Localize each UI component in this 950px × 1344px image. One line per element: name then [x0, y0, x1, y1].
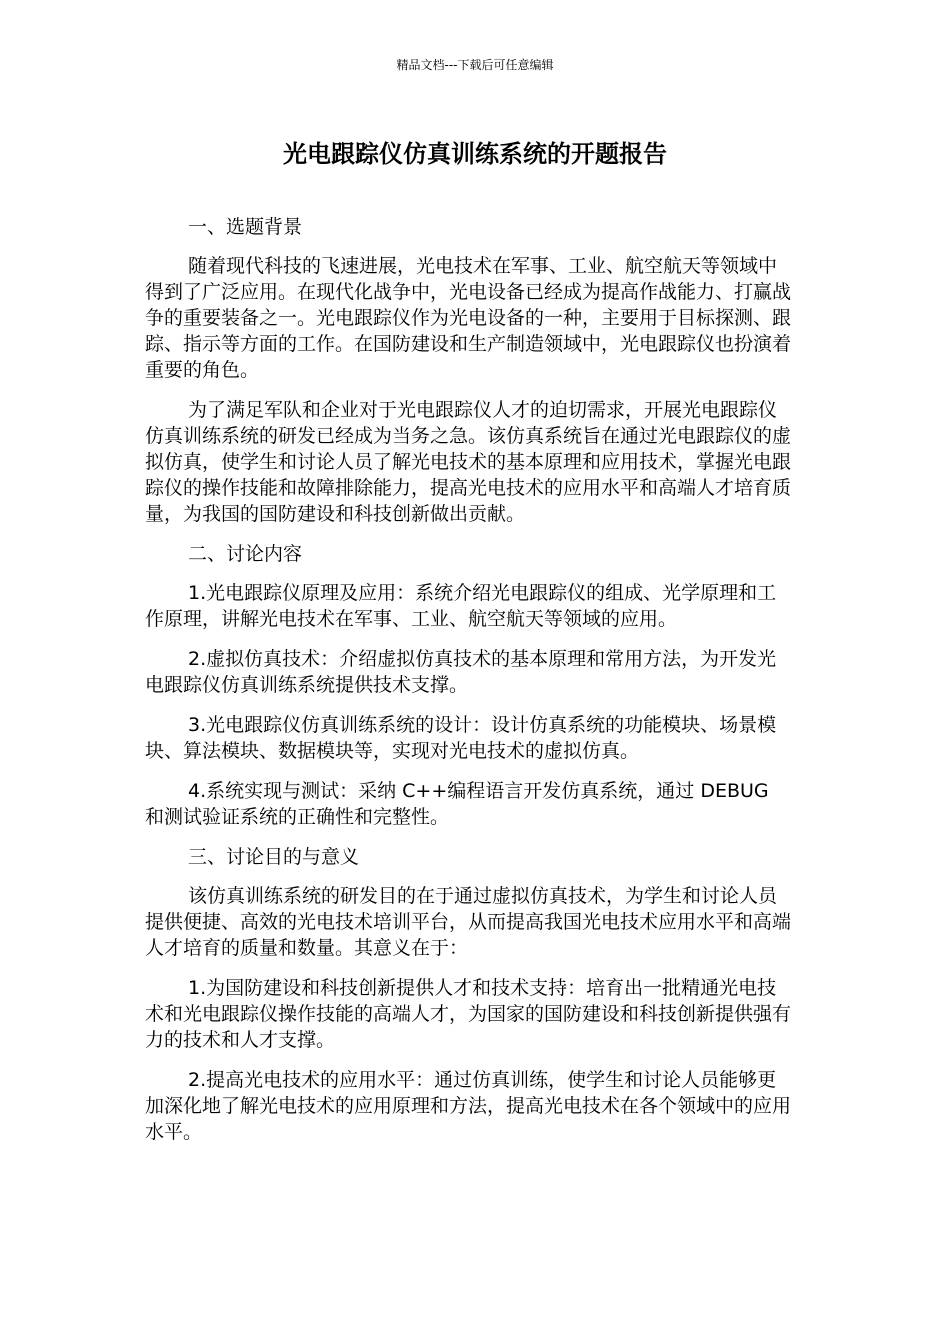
list-item: 2.虚拟仿真技术：介绍虚拟仿真技术的基本原理和常用方法，为开发光电跟踪仪仿真训练系统提供技术支撑。: [145, 648, 777, 696]
list-item: 1.为国防建设和科技创新提供人才和技术支持：培育出一批精通光电技术和光电跟踪仪操作技能的高端人才，为国家的国防建设和科技创新提供强有力的技术和人才支撑。: [145, 977, 792, 1051]
paragraph: 为了满足军队和企业对于光电跟踪仪人才的迫切需求，开展光电跟踪仪仿真训练系统的研发已经成为当务之急。该仿真系统旨在通过光电跟踪仪的虚拟仿真，使学生和讨论人员了解光电技术的基本原理和应用技术，掌握光电跟踪仪的操作技能和故障排除能力，提高光电技术的应用水平和高端人才培育质量，为我国的国防建设和科技创新做出贡献。: [145, 399, 792, 525]
paragraph: 该仿真训练系统的研发目的在于通过虚拟仿真技术，为学生和讨论人员提供便捷、高效的光电技术培训平台，从而提高我国光电技术应用水平和高端人才培育的质量和数量。其意义在于：: [145, 885, 792, 959]
section-heading-purpose: 三、讨论目的与意义: [188, 846, 360, 868]
list-item: 4.系统实现与测试：采纳 C++编程语言开发仿真系统，通过 DEBUG 和测试验证系统的正确性和完整性。: [145, 780, 769, 828]
list-item: 2.提高光电技术的应用水平：通过仿真训练，使学生和讨论人员能够更加深化地了解光电技术的应用原理和方法，提高光电技术在各个领域中的应用水平。: [145, 1069, 792, 1143]
list-item: 3.光电跟踪仪仿真训练系统的设计：设计仿真系统的功能模块、场景模块、算法模块、数据模块等，实现对光电技术的虚拟仿真。: [145, 714, 777, 762]
page-header: 精品文档---下载后可任意编辑: [396, 58, 554, 72]
document-body: [145, 214, 793, 1159]
list-item: 1.光电跟踪仪原理及应用：系统介绍光电跟踪仪的组成、光学原理和工作原理，讲解光电技术在军事、工业、航空航天等领域的应用。: [145, 582, 777, 630]
document-title: 光电跟踪仪仿真训练系统的开题报告: [283, 140, 667, 168]
section-heading-background: 一、选题背景: [188, 216, 303, 238]
paragraph: 随着现代科技的飞速进展，光电技术在军事、工业、航空航天等领域中得到了广泛应用。在现代化战争中，光电设备已经成为提高作战能力、打赢战争的重要装备之一。光电跟踪仪作为光电设备的一种，主要用于目标探测、跟踪、指示等方面的工作。在国防建设和生产制造领域中，光电跟踪仪也扮演着重要的角色。: [145, 255, 792, 381]
section-heading-content: 二、讨论内容: [188, 543, 303, 565]
